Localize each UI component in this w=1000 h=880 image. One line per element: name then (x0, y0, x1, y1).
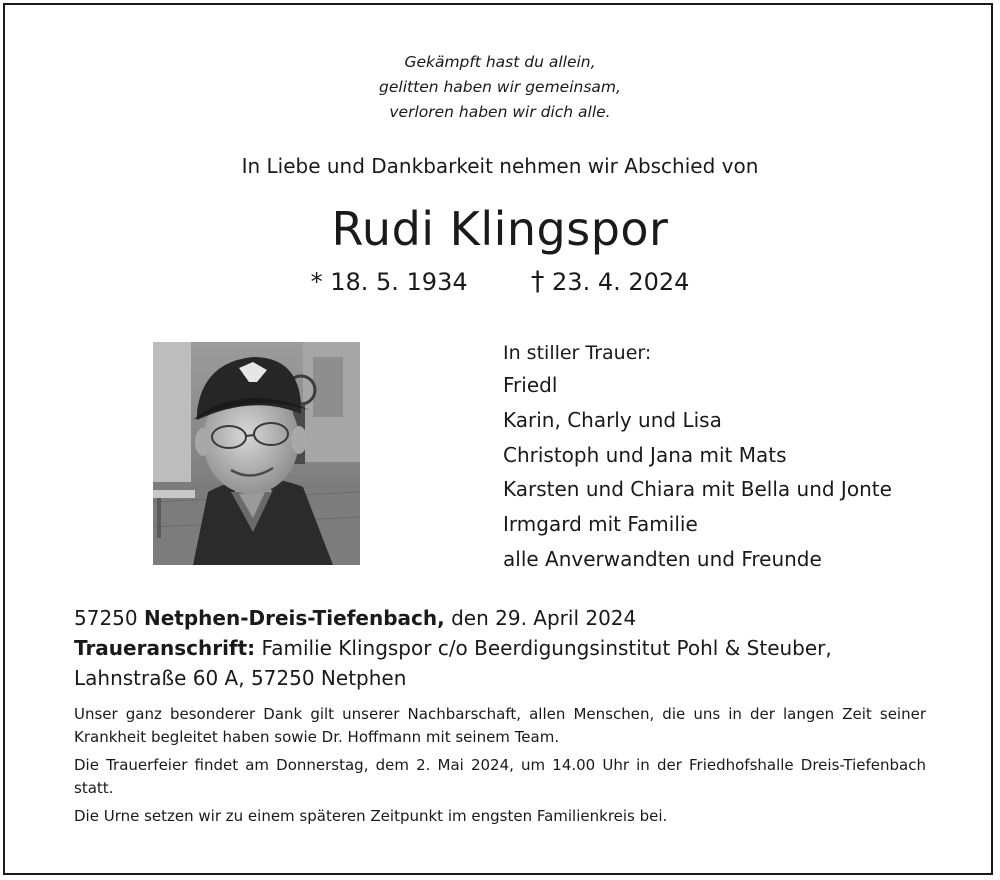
verse-line-1: Gekämpft hast du allein, (404, 53, 596, 71)
town-name: Netphen-Dreis-Tiefenbach, (143, 606, 445, 630)
mourner-entry: Karin, Charly und Lisa (503, 407, 722, 432)
mourners-lead: In stiller Trauer: (503, 342, 652, 364)
mourning-address-line (74, 633, 934, 663)
address-label: Traueranschrift: (74, 636, 256, 660)
mourner-entry: alle Anverwandten und Freunde (503, 546, 822, 571)
address-line-1: Familie Klingspor c/o Beerdigungsinstitut Pohl & Steuber, (261, 636, 832, 660)
cross-icon: † (530, 266, 545, 297)
verse-line-3: verloren haben wir dich alle. (389, 103, 611, 121)
place-date-line (74, 603, 934, 633)
memorial-verse (0, 50, 1000, 125)
place-and-address (74, 603, 934, 693)
deceased-name: Rudi Klingspor (331, 202, 669, 256)
death-date: 23. 4. 2024 (552, 268, 690, 296)
birth-symbol: * (310, 268, 323, 296)
urn-note: Die Urne setzen wir zu einem späteren Zeitpunkt im engsten Familienkreis bei. (74, 807, 668, 825)
verse-line-2: gelitten haben wir gemeinsam, (379, 78, 621, 96)
notes-section (74, 703, 926, 834)
address-line-2: Lahnstraße 60 A, 57250 Netphen (74, 666, 407, 690)
notice-date: den 29. April 2024 (451, 606, 637, 630)
farewell-intro: In Liebe und Dankbarkeit nehmen wir Abschied von (241, 154, 759, 178)
mourner-entry: Irmgard mit Familie (503, 512, 698, 537)
postal-code: 57250 (74, 606, 138, 630)
birth-date: 18. 5. 1934 (330, 268, 468, 296)
portrait-photo (153, 342, 360, 565)
mourner-entry: Friedl (503, 373, 558, 397)
mourner-entry: Christoph und Jana mit Mats (503, 442, 787, 467)
mourner-entry: Karsten und Chiara mit Bella und Jonte (503, 477, 892, 502)
life-dates (0, 266, 1000, 298)
thanks-note: Unser ganz besonderer Dank gilt unserer Nachbarschaft, allen Menschen, die uns in der langen Zeit seiner Krankheit begleitet haben sowie Dr. Hoffmann mit seinem Team. (74, 705, 926, 746)
mourners-list (503, 338, 973, 577)
funeral-note: Die Trauerfeier findet am Donnerstag, dem 2. Mai 2024, um 14.00 Uhr in der Friedhofshalle Dreis-Tiefenbach statt. (74, 756, 926, 797)
